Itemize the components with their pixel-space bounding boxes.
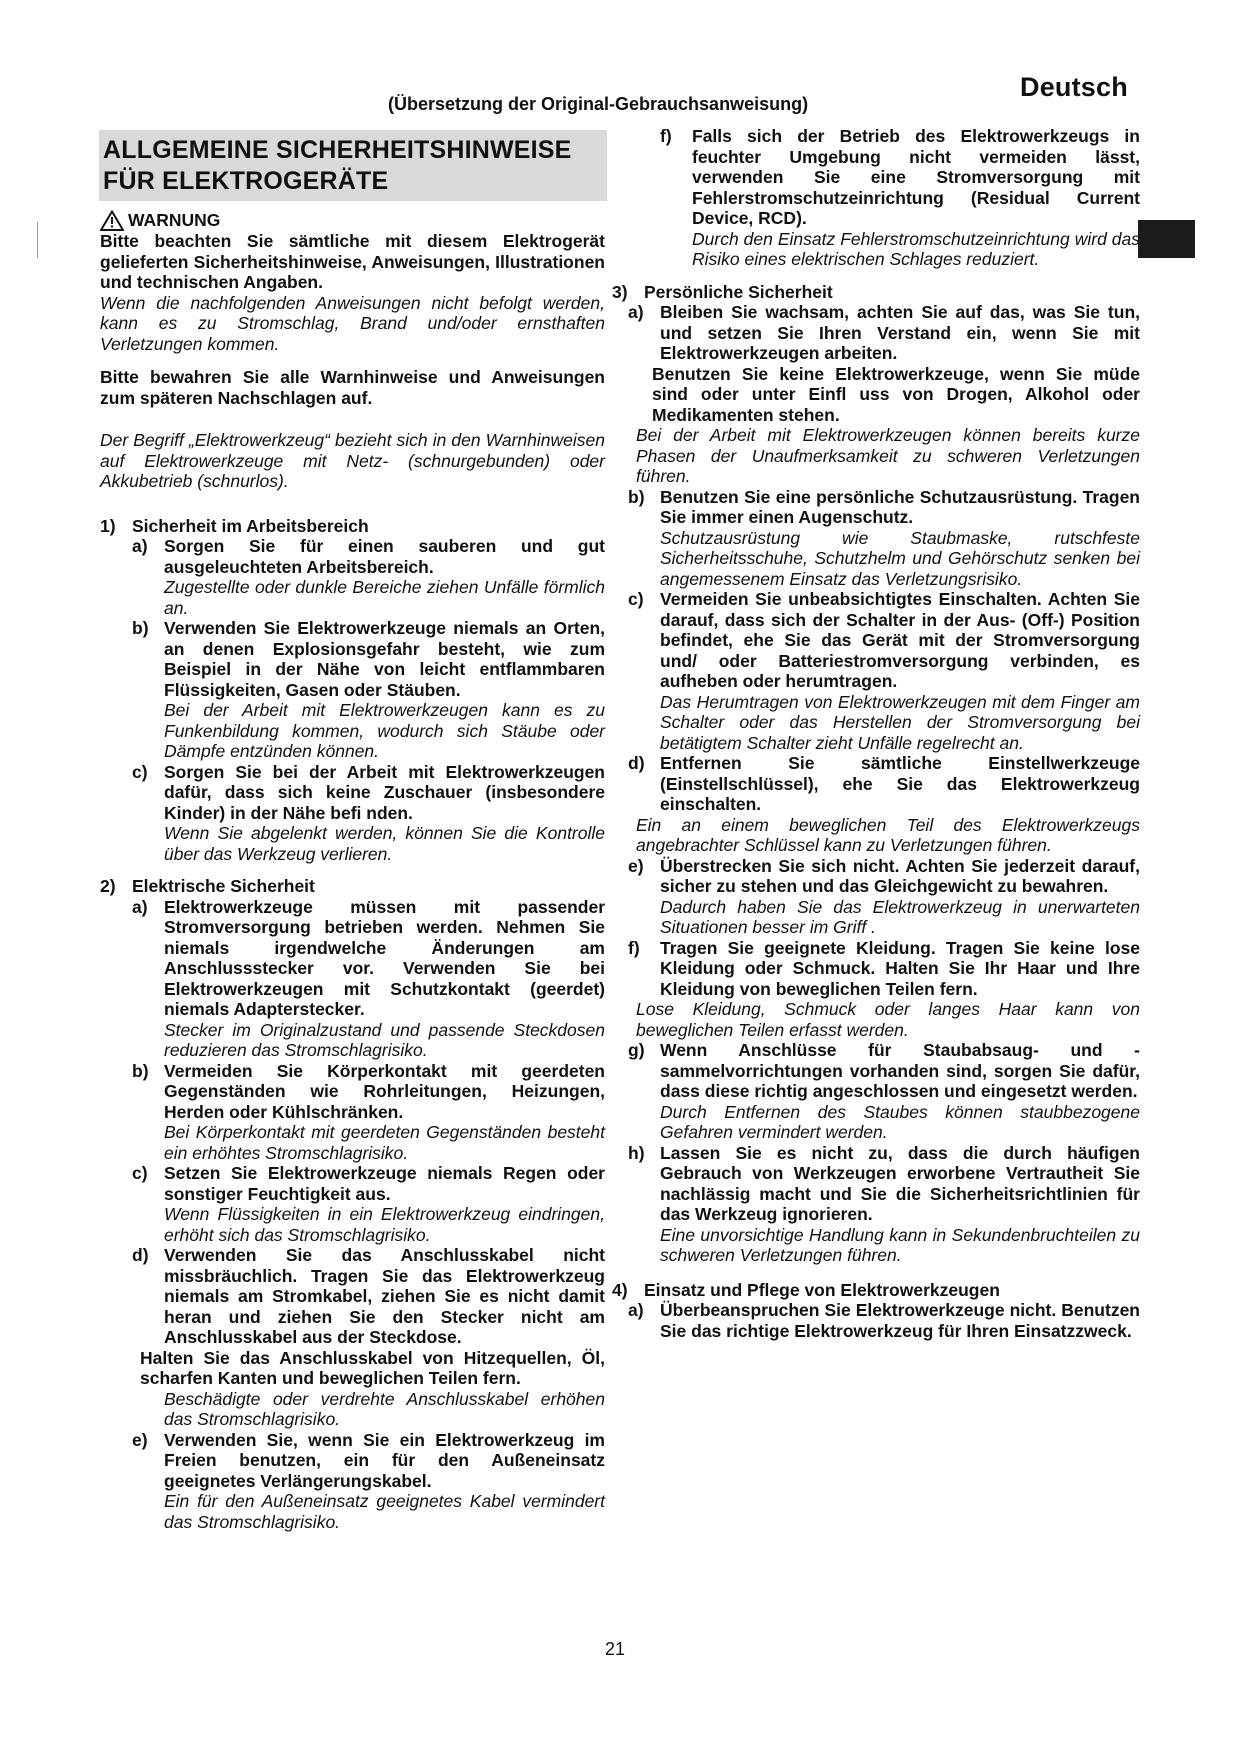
page-number: 21 xyxy=(605,1639,626,1659)
warning-text: Bitte beachten Sie sämtliche mit diesem Elektrogerät gelieferten Sicherheitshinweise, Anweisungen, Illustrationen und technischen Angaben. xyxy=(100,231,605,292)
list-item: f) Tragen Sie geeignete Kleidung. Tragen Sie keine lose Kleidung oder Schmuck. Halten Sie Ihr Haar und Ihre Kleidung von beweglichen Teilen fern. Lose Kleidung, Schmuck oder langes Haar kann von beweglichen Teilen erfasst werden. xyxy=(628,937,1140,1040)
list-item: f) Falls sich der Betrieb des Elektrowerkzeugs in feuchter Umgebung nicht vermeiden lässt, verwenden Sie eine Stromversorgung mit Fehlerstromschutzeinrichtung (Residual Current Device, RCD). Durch den Einsatz Fehlerstromschutzeinrichtung wird das Risiko eines elektrischen Schlages reduziert. xyxy=(660,126,1140,269)
right-column xyxy=(612,126,1140,1341)
list-item: a) Überbeanspruchen Sie Elektrowerkzeuge nicht. Benutzen Sie das richtige Elektrowerkzeug für Ihren Einsatzzweck. xyxy=(628,1300,1140,1341)
section-heading-1: 1) Sicherheit im Arbeitsbereich xyxy=(100,515,369,536)
list-item: e) Überstrecken Sie sich nicht. Achten Sie jederzeit darauf, sicher zu stehen und das Gleichgewicht zu bewahren. Dadurch haben Sie das Elektrowerkzeug in unerwarteten Situationen besser im Griff . xyxy=(628,855,1140,937)
warning-triangle-icon xyxy=(100,210,124,231)
left-column xyxy=(100,130,605,1532)
list-item: g) Wenn Anschlüsse für Staubabsaug- und -sammelvorrichtungen vorhanden sind, sorgen Sie dafür, dass diese richtig angeschlossen und eingesetzt werden. Durch Entfernen des Staubes können staubbezogene Gefahren vermindert werden. xyxy=(628,1040,1140,1142)
list-item: c) Sorgen Sie bei der Arbeit mit Elektrowerkzeugen dafür, dass sich keine Zuschauer (insbesondere Kinder) in der Nähe befi nden. Wenn Sie abgelenkt werden, können Sie die Kontrolle über das Werkzeug verlieren. xyxy=(132,761,605,864)
warning-heading xyxy=(100,210,605,231)
warning-label: WARNUNG xyxy=(128,210,221,231)
margin-line xyxy=(37,222,38,258)
section-tab-marker xyxy=(1138,220,1195,258)
page-title: ALLGEMEINE SICHERHEITSHINWEISE FÜR ELEKTROGERÄTE xyxy=(99,130,607,201)
list-item: c) Vermeiden Sie unbeabsichtigtes Einschalten. Achten Sie darauf, dass sich der Schalter in der Aus- (Off-) Position befindet, ehe Sie das Gerät mit der Stromversorgung und/ oder Batteriestromversorgung verbinden, es aufheben oder herumtragen. Das Herumtragen von Elektrowerkzeugen mit dem Finger am Schalter oder das Herstellen der Stromversorgung bei betätigtem Schalter zieht Unfälle regelrecht an. xyxy=(628,589,1140,753)
list-item: d) Entfernen Sie sämtliche Einstellwerkzeuge (Einstellschlüssel), ehe Sie das Elektrowerkzeug einschalten. Ein an einem beweglichen Teil des Elektrowerkzeugs angebrachter Schlüssel kann zu Verletzungen führen. xyxy=(628,753,1140,855)
list-item: d) Verwenden Sie das Anschlusskabel nicht missbräuchlich. Tragen Sie das Elektrowerkzeug niemals am Stromkabel, ziehen Sie es nicht damit heran und ziehen Sie den Stecker nicht am Anschlusskabel aus der Steckdose. Halten Sie das Anschlusskabel von Hitzequellen, Öl, scharfen Kanten und beweglichen Teilen fern. Beschädigte oder verdrehte Anschlusskabel erhöhen das Stromschlagrisiko. xyxy=(132,1245,605,1429)
section-heading-2: 2) Elektrische Sicherheit xyxy=(100,876,315,896)
list-item: b) Vermeiden Sie Körperkontakt mit geerdeten Gegenständen wie Rohrleitungen, Heizungen, Herden oder Kühlschränken. Bei Körperkontakt mit geerdeten Gegenständen besteht ein erhöhtes Stromschlagrisiko. xyxy=(132,1060,605,1163)
keep-instructions: Bitte bewahren Sie alle Warnhinweise und Anweisungen zum späteren Nachschlagen auf. xyxy=(100,367,605,408)
language-label: Deutsch xyxy=(1020,72,1128,102)
list-item: b) Verwenden Sie Elektrowerkzeuge niemals an Orten, an denen Explosionsgefahr besteht, wie zum Beispiel in der Nähe von leicht entflammbaren Flüssigkeiten, Gasen oder Stäuben. Bei der Arbeit mit Elektrowerkzeugen kann es zu Funkenbildung kommen, wodurch sich Stäube oder Dämpfe entzünden können. xyxy=(132,618,605,761)
section-heading-3: 3) Persönliche Sicherheit xyxy=(612,281,833,302)
list-item: a) Sorgen Sie für einen sauberen und gut ausgeleuchteten Arbeitsbereich. Zugestellte oder dunkle Bereiche ziehen Unfälle förmlich an. xyxy=(132,536,605,618)
list-item: b) Benutzen Sie eine persönliche Schutzausrüstung. Tragen Sie immer einen Augenschutz. Schutzausrüstung wie Staubmaske, rutschfeste Sicherheitsschuhe, Schutzhelm und Gehörschutz senken bei angemessenem Einsatz das Verletzungsrisiko. xyxy=(628,486,1140,589)
list-item: e) Verwenden Sie, wenn Sie ein Elektrowerkzeug im Freien benutzen, ein für den Außeneinsatz geeignetes Verlängerungskabel. Ein für den Außeneinsatz geeignetes Kabel vermindert das Stromschlagrisiko. xyxy=(132,1429,605,1532)
document-subtitle: (Übersetzung der Original-Gebrauchsanweisung) xyxy=(388,94,809,114)
list-item: a) Elektrowerkzeuge müssen mit passender Stromversorgung betrieben werden. Nehmen Sie niemals irgendwelche Änderungen am Anschlussstecker vor. Verwenden Sie bei Elektrowerkzeugen mit Schutzkontakt (geerdet) niemals Adapterstecker. Stecker im Originalzustand und passende Steckdosen reduzieren das Stromschlagrisiko. xyxy=(132,896,605,1060)
list-item: h) Lassen Sie es nicht zu, dass die durch häufigen Gebrauch von Werkzeugen erworbene Vertrautheit Sie nachlässig macht und Sie die Sicherheitsrichtlinien für das Werkzeug ignorieren. Eine unvorsichtige Handlung kann in Sekundenbruchteilen zu schweren Verletzungen führen. xyxy=(628,1142,1140,1265)
definition-text: Der Begriff „Elektrowerkzeug“ bezieht sich in den Warnhinweisen auf Elektrowerkzeuge mit Netz- (schnurgebunden) oder Akkubetrieb (schnurlos). xyxy=(100,430,605,491)
list-item: a) Bleiben Sie wachsam, achten Sie auf das, was Sie tun, und setzen Sie Ihren Verstand ein, wenn Sie mit Elektrowerkzeugen arbeiten. Benutzen Sie keine Elektrowerkzeuge, wenn Sie müde sind oder unter Einfl uss von Drogen, Alkohol oder Medikamenten stehen. Bei der Arbeit mit Elektrowerkzeugen können bereits kurze Phasen der Unaufmerksamkeit zu schweren Verletzungen führen. xyxy=(628,302,1140,486)
warning-consequence: Wenn die nachfolgenden Anweisungen nicht befolgt werden, kann es zu Stromschlag, Brand und/oder ernsthaften Verletzungen kommen. xyxy=(100,292,605,354)
list-item: c) Setzen Sie Elektrowerkzeuge niemals Regen oder sonstiger Feuchtigkeit aus. Wenn Flüssigkeiten in ein Elektrowerkzeug eindringen, erhöht sich das Stromschlagrisiko. xyxy=(132,1163,605,1245)
section-heading-4: 4) Einsatz und Pflege von Elektrowerkzeugen xyxy=(612,1279,1000,1300)
